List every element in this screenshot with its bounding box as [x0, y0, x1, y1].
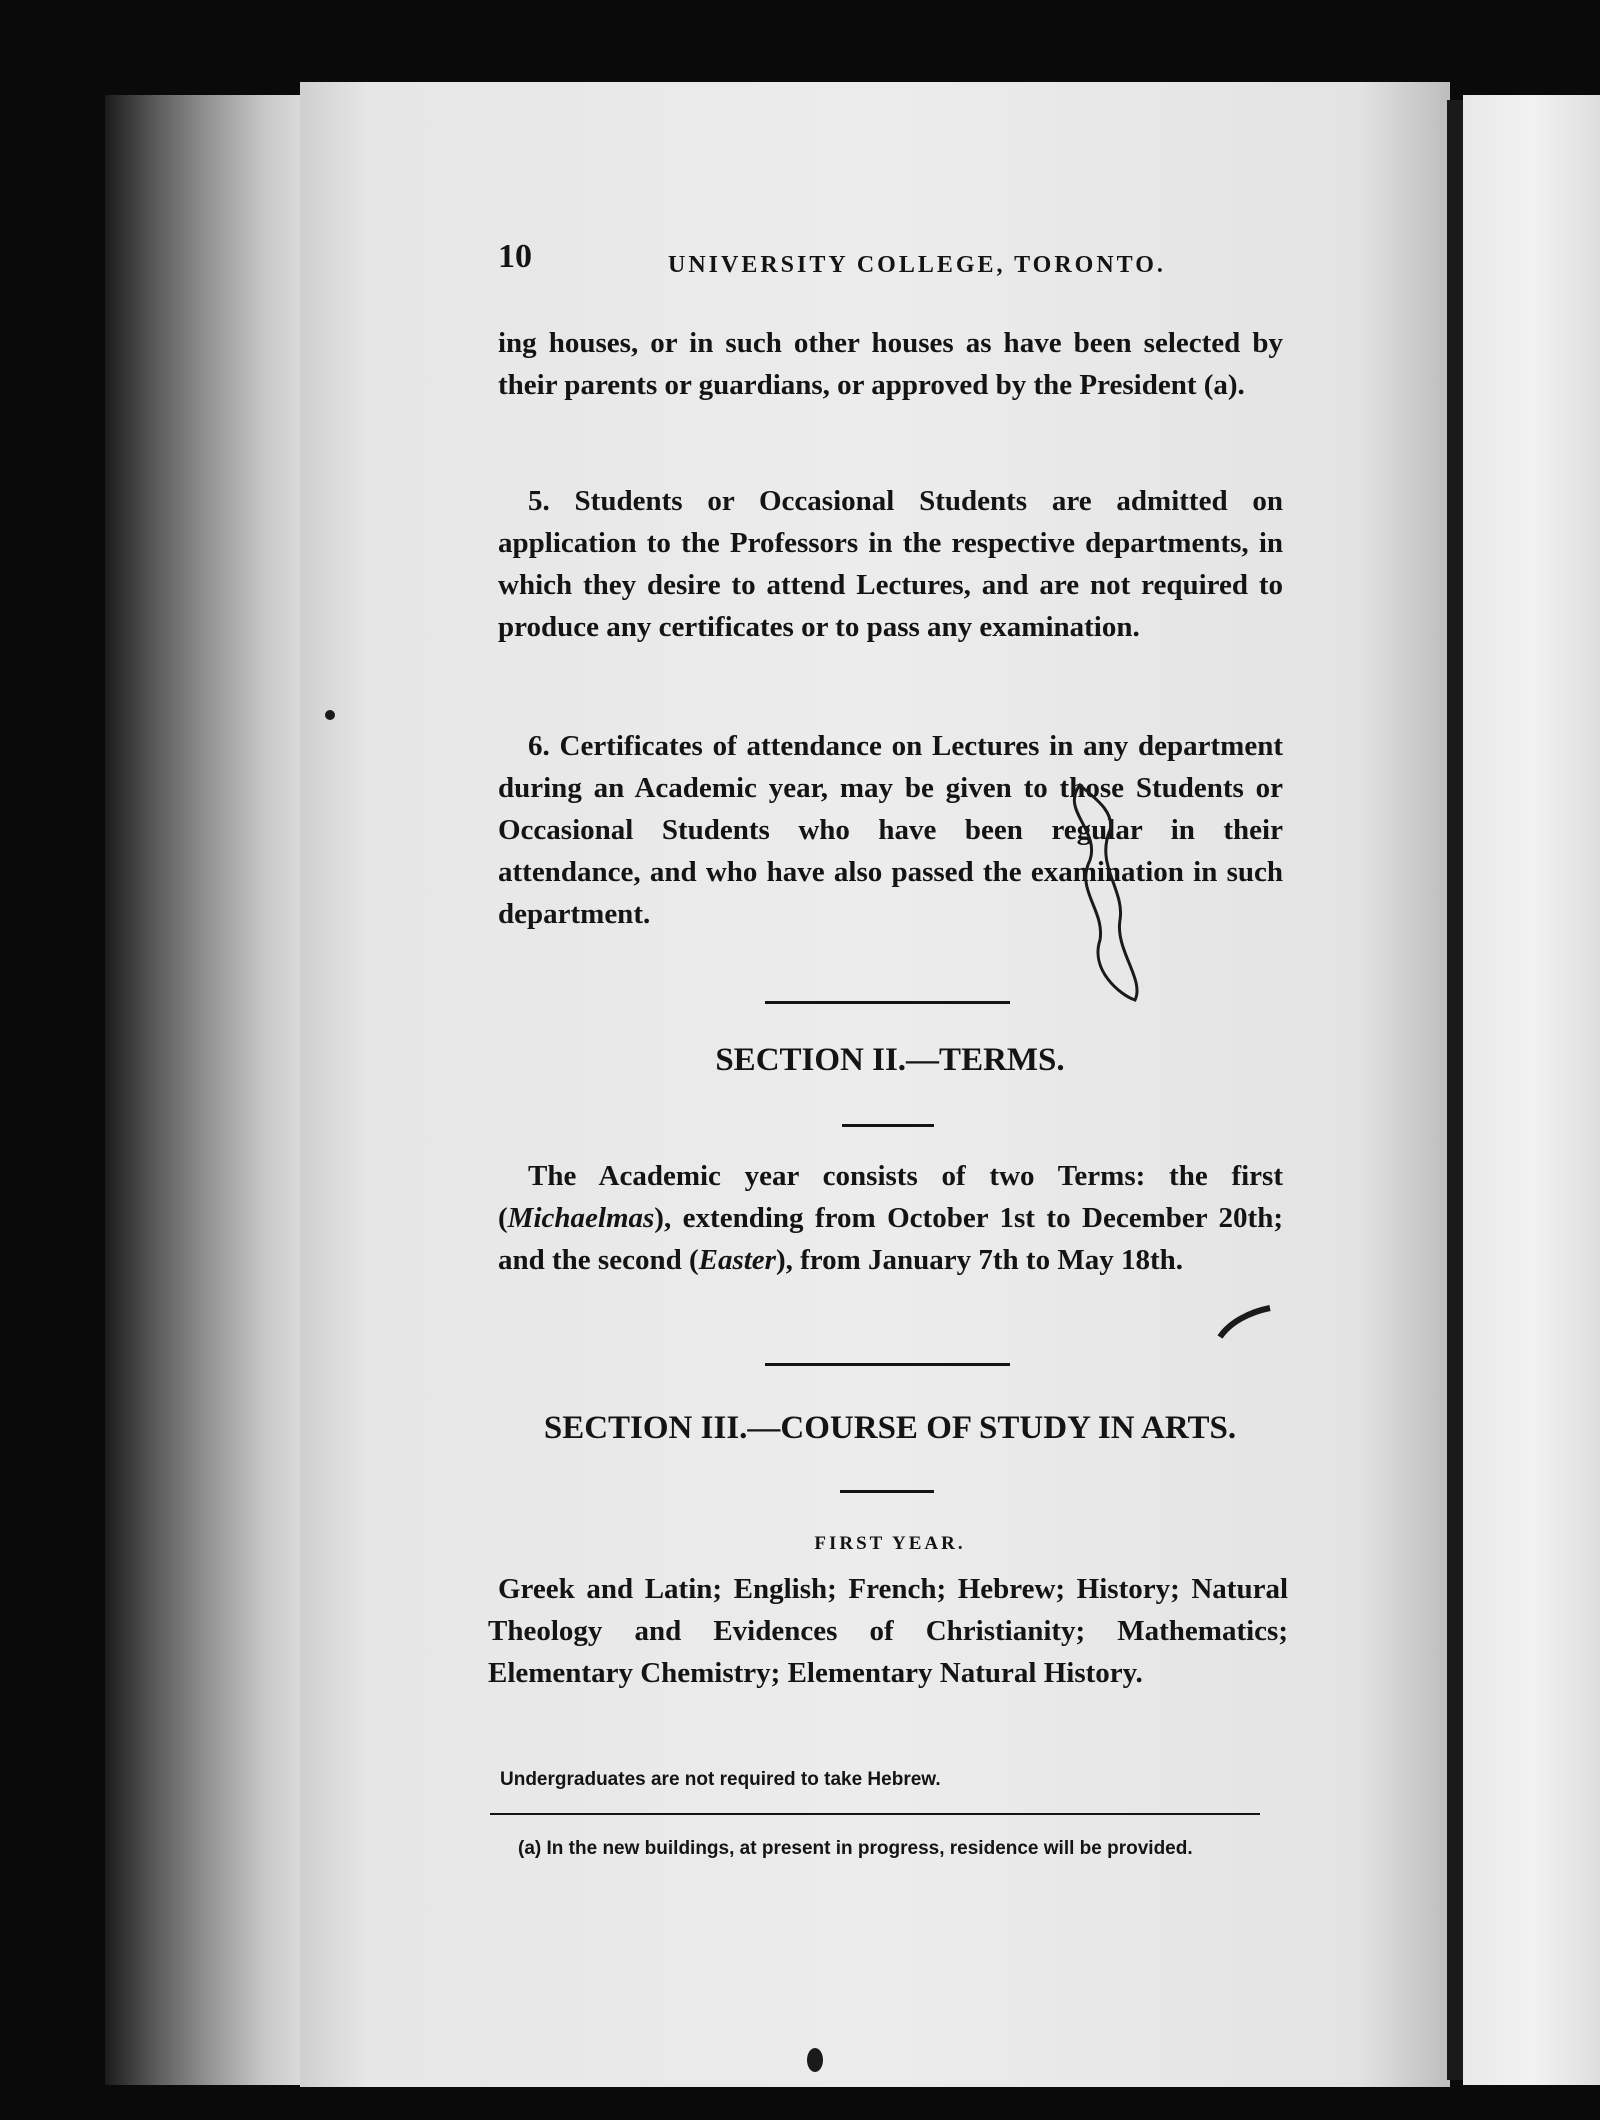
facing-page-edge [1463, 95, 1600, 2085]
hebrew-note: Undergraduates are not required to take Hebrew. [500, 1769, 941, 1790]
page-number: 10 [498, 238, 532, 275]
footnote-rule [490, 1813, 1260, 1815]
continuation-paragraph: ing houses, or in such other houses as have been selected by their parents or guardians, or approved by the President (a). [498, 327, 1283, 401]
paragraph-5: 5. Students or Occasional Students are admitted on application to the Professors in the respective departments, in which they desire to attend Lectures, and are not required to produce any certificates or to pass any examination. [498, 485, 1283, 643]
section-2-heading: SECTION II.—TERMS. [715, 1042, 1065, 1078]
paragraph-6: 6. Certificates of attendance on Lectures in any department during an Academic year, may be given to those Students or Occasional Students who have been regular in their attendance, and who have also passed the examination in such department. [498, 730, 1283, 930]
divider-rule [765, 1001, 1010, 1004]
section-3-heading: SECTION III.—COURSE OF STUDY IN ARTS. [543, 1410, 1237, 1446]
section-3-rule [840, 1490, 934, 1493]
footnote: (a) In the new buildings, at present in progress, residence will be provided. [518, 1838, 1193, 1859]
michaelmas-term: Michaelmas [507, 1202, 655, 1234]
book-spine [1447, 100, 1463, 2080]
easter-term: Easter [698, 1244, 776, 1276]
divider-rule [765, 1363, 1010, 1366]
first-year-subjects: Greek and Latin; English; French; Hebrew; History; Natural Theology and Evidences of Christianity; Mathematics; Elementary Chemistry; Elementary Natural History. [488, 1573, 1288, 1689]
left-page-edge [105, 95, 305, 2085]
section-2-paragraph: The Academic year consists of two Terms: the first (Michaelmas), extending from October 1st to December 20th; and the second (Easter), from January 7th to May 18th. [498, 1160, 1283, 1276]
first-year-heading: FIRST YEAR. [814, 1533, 966, 1554]
section-2-rule [842, 1124, 934, 1127]
running-head: UNIVERSITY COLLEGE, TORONTO. [668, 252, 1166, 278]
